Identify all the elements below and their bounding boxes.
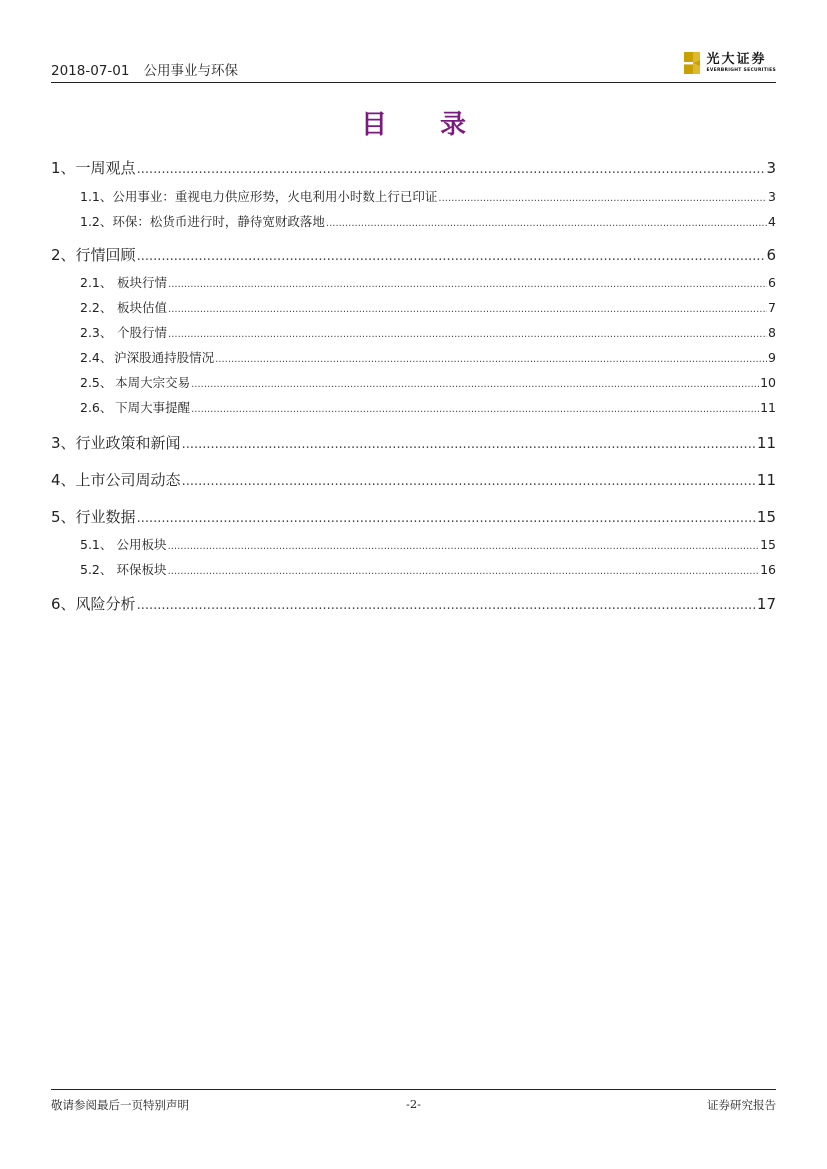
- footer-disclaimer: 敬请参阅最后一页特别声明: [51, 1098, 189, 1112]
- toc-leader-dots: [168, 279, 767, 290]
- toc-leader-dots: [182, 474, 756, 489]
- toc-leader-dots: [168, 329, 767, 340]
- toc-entry-label: 个股行情: [117, 325, 168, 340]
- toc-entry-number: 1.2、: [80, 214, 113, 229]
- toc-entry-number: 3、: [51, 434, 76, 452]
- toc-leader-dots: [438, 193, 767, 204]
- toc-entry-page: 7: [768, 300, 776, 315]
- toc-entry-page: 16: [760, 562, 776, 577]
- report-date: 2018-07-01: [51, 63, 130, 79]
- toc-entry-number: 2.4、: [80, 350, 113, 365]
- toc-leader-dots: [137, 598, 756, 613]
- toc-entry-label: 公用事业：重视电力供应形势，火电利用小时数上行已印证: [112, 189, 438, 204]
- toc-leader-dots: [182, 437, 756, 452]
- toc-entry-page: 4: [768, 214, 776, 229]
- toc-leader-dots: [137, 249, 766, 264]
- toc-entry-label: 环保板块: [116, 562, 167, 577]
- toc-leader-dots: [137, 511, 756, 526]
- toc-entry-label: 行业数据: [75, 508, 136, 526]
- toc-entry-number: 5、: [51, 508, 76, 526]
- logo-english-name: EVERBRIGHT SECURITIES: [706, 68, 776, 73]
- toc-entry-number: 1、: [51, 159, 76, 177]
- toc-entry-page: 6: [766, 246, 776, 264]
- toc-title: 目 录: [360, 110, 489, 140]
- toc-leader-dots: [137, 162, 766, 177]
- toc-entry-label: 板块行情: [117, 275, 168, 290]
- footer-page-number: -2-: [405, 1097, 422, 1111]
- toc-entry-number: 2.3、: [80, 325, 113, 340]
- toc-entry-page: 10: [760, 375, 776, 390]
- toc-entry-page: 17: [756, 595, 776, 613]
- toc-entry-number: 4、: [51, 471, 76, 489]
- toc-entry[interactable]: [80, 348, 776, 366]
- toc-leader-dots: [215, 354, 767, 365]
- toc-entry[interactable]: [51, 244, 776, 265]
- toc-entry[interactable]: [80, 560, 776, 578]
- toc-entry-number: 6、: [51, 595, 76, 613]
- toc-entry[interactable]: [51, 506, 776, 527]
- toc-entry-page: 3: [768, 189, 776, 204]
- toc-entry-label: 沪深股通持股情况: [114, 350, 215, 365]
- toc-entry-page: 3: [766, 159, 776, 177]
- toc-entry-label: 行业政策和新闻: [75, 434, 181, 452]
- toc-entry-number: 5.1、: [80, 537, 113, 552]
- toc-entry-label: 板块估值: [117, 300, 168, 315]
- toc-entry-label: 下周大事提醒: [115, 400, 191, 415]
- toc-entry-page: 6: [768, 275, 776, 290]
- toc-entry[interactable]: [80, 323, 776, 341]
- toc-leader-dots: [168, 304, 767, 315]
- toc-entry-page: 15: [756, 508, 776, 526]
- toc-entry-label: 环保：松货币进行时，静待宽财政落地: [112, 214, 325, 229]
- toc-entry-number: 2.1、: [80, 275, 113, 290]
- toc-entry-page: 11: [756, 434, 776, 452]
- toc-leader-dots: [168, 541, 760, 552]
- toc-entry-page: 11: [760, 400, 776, 415]
- toc-entry[interactable]: [51, 157, 776, 178]
- toc-entry-label: 风险分析: [75, 595, 136, 613]
- logo-chinese-name: 光大证券: [706, 52, 767, 67]
- toc-entry-label: 公用板块: [116, 537, 167, 552]
- everbright-logo-icon: [684, 52, 700, 74]
- toc-entry[interactable]: [80, 373, 776, 391]
- toc-leader-dots: [191, 379, 759, 390]
- toc-entry-number: 2.6、: [80, 400, 113, 415]
- toc-entry-page: 15: [760, 537, 776, 552]
- toc-entry-page: 8: [768, 325, 776, 340]
- toc-entry[interactable]: [80, 535, 776, 553]
- toc-entry-label: 上市公司周动态: [75, 471, 181, 489]
- toc-entry[interactable]: [51, 469, 776, 490]
- toc-entry[interactable]: [51, 432, 776, 453]
- footer-doc-type: 证券研究报告: [707, 1098, 776, 1112]
- toc-leader-dots: [168, 566, 760, 577]
- toc-entry-number: 5.2、: [80, 562, 113, 577]
- toc-entry-number: 2、: [51, 246, 76, 264]
- toc-entry-page: 11: [756, 471, 776, 489]
- toc-leader-dots: [191, 404, 759, 415]
- report-sector: 公用事业与环保: [143, 63, 238, 79]
- toc-entry-number: 1.1、: [80, 189, 113, 204]
- toc-entry[interactable]: [51, 593, 776, 614]
- toc-entry-label: 行情回顾: [75, 246, 136, 264]
- toc-leader-dots: [326, 218, 767, 229]
- company-logo: [684, 52, 776, 80]
- toc-entry[interactable]: [80, 212, 776, 230]
- toc-entry-number: 2.2、: [80, 300, 113, 315]
- toc-entry-label: 一周观点: [75, 159, 136, 177]
- toc-entry[interactable]: [80, 398, 776, 416]
- toc-entry[interactable]: [80, 273, 776, 291]
- toc-entry[interactable]: [80, 298, 776, 316]
- page-footer: [51, 1089, 776, 1120]
- toc-entry-number: 2.5、: [80, 375, 113, 390]
- toc-entry-label: 本周大宗交易: [115, 375, 191, 390]
- toc-entry[interactable]: [80, 187, 776, 205]
- page-header: [51, 52, 776, 83]
- header-info: [51, 59, 238, 79]
- toc-entry-page: 9: [768, 350, 776, 365]
